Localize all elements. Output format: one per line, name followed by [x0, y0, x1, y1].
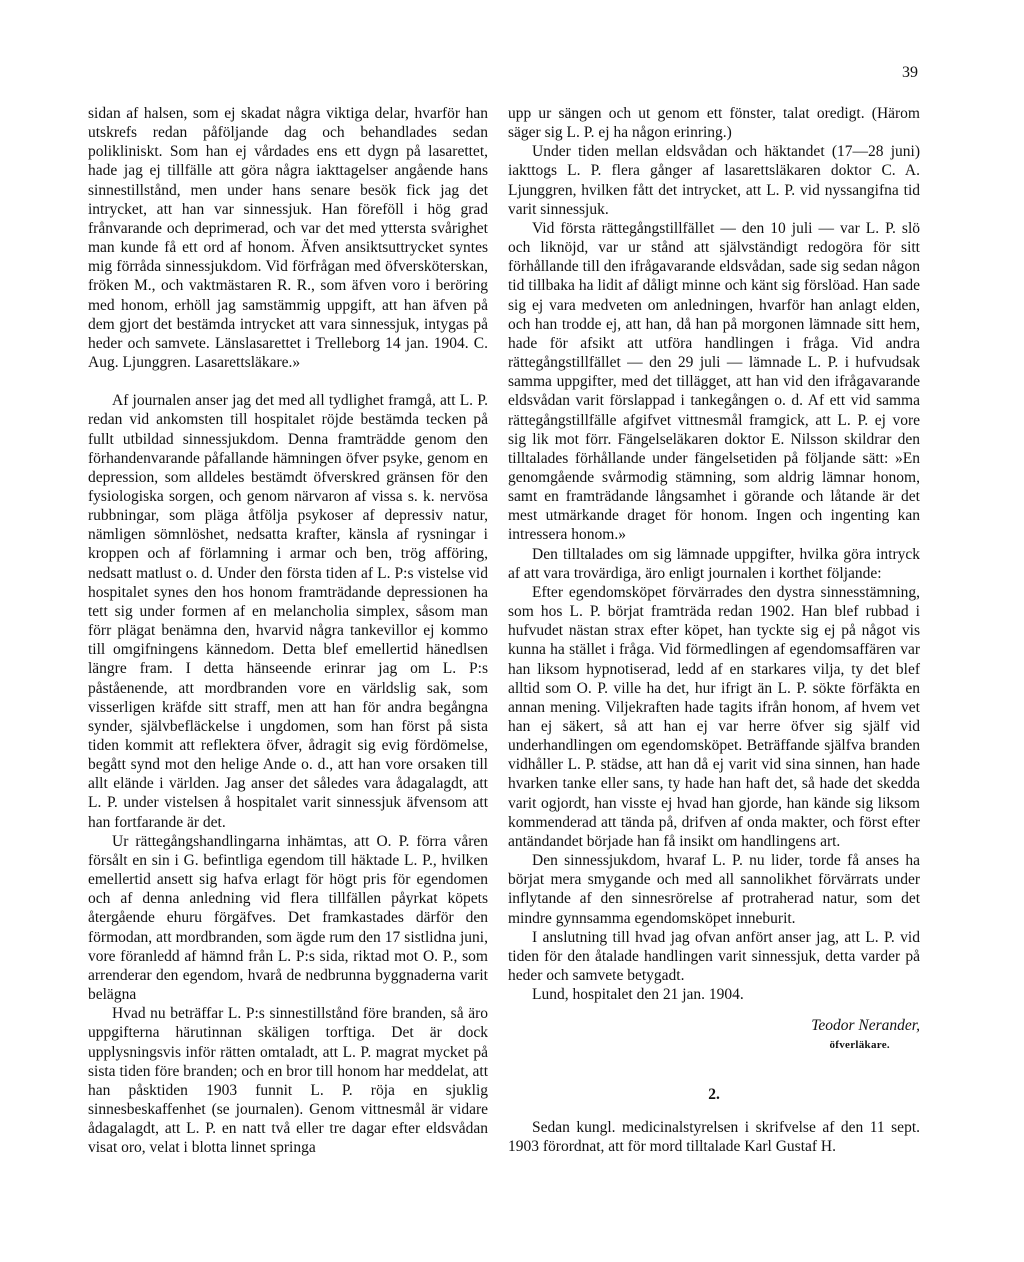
- page-number: 39: [902, 64, 918, 81]
- place-date-line: Lund, hospitalet den 21 jan. 1904.: [532, 986, 744, 1004]
- paragraph: Af journalen anser jag det med all tydlighet framgå, att L. P. redan vid ankomsten till hospitalet röjde bestämda tecken på fullt utbildad sinnessjukdom. Denna framträdde genom den förhandenvarande påfallande hämningen öfver psyke, genom en depression, som alldeles bestämdt öfverskred gränsen för den fysiologiska sorgen, och genom närvaron af vissa s. k. nervösa rubbningar, som pläga åtfölja psykoser af depressiv natur, nämligen sömnlöshet, nedsatta krafter, känsla af rysningar i kroppen och af förlamning i armar och ben, trög afföring, nedsatt matlust o. d. Under den första tiden af L. P:s vistelse vid hospitalet synes den hos honom framträdande depressionen ha tett sig under formen af en melancholia simplex, såsom man förr plägat benämna den, hvarvid några tankevillor ej kommo till omgifningens kännedom. Detta blef emellertid hänedlsen längre fram. I detta hänseende erinrar jag om L. P:s påståenende, att mordbranden vore en världslig sak, som visserligen kräfde sitt straff, men att han för andra begångna synder, självbefläckelse i ungdomen, som han först på sista tiden kommit att reflektera öfver, ådragit sig evig fördömelse, begått synd mot den helige Ande o. d., att han vore orsaken till allt elände i världen. Jag anser det således vara ådagalagdt, att L. P. under vistelsen å hospitalet varit sinnessjuk äfvensom att han fortfarande är det.: [88, 392, 488, 831]
- paragraph: Vid första rättegångstillfället — den 10 juli — var L. P. slö och liknöjd, var ur stånd att självständigt redogöra för sitt förhållande till den ifrågavarande eldsvådan, sade sig sedan någon tid tillbaka ha lidit af dåligt minne och känt sig förslöad. Han sade sig ej vara medveten om anledningen, hvarför han anlagt elden, och han trodde ej, att han, då han på morgonen lämnade sitt hem, hade för afsikt att utföra handlingen i fråga. Vid andra rättegångstillfället — den 29 juli — lämnade L. P. i hufvudsak samma uppgifter, med det tillägget, att han vid den ifrågavarande eldsvådan varit förslappad i tankegången o. d. Af ett vid samma rättegångstillfälle afgifvet vittnesmål framgick, att L. P. ej vore sig lik mot förr. Fängelseläkaren doktor E. Nilsson skildrar den tilltalades förhållande under fängelsetiden på följande sätt: »En genomgående svårmodig stämning, som aldrig lämnar honom, samt en framträdande långsamhet i görande och låtande är det mest utmärkande draget för honom. Ingen och ingenting kan intressera honom.»: [508, 219, 920, 544]
- paragraph: Ur rättegångshandlingarna inhämtas, att O. P. förra våren försålt en sin i G. befintliga egendom till häktade L. P., hvilken emellertid ansett sig hafva erlagt för högt pris för egendomen och af denna anledning vid flera tillfällen påyrkat köpets återgående ehuru förgäfves. Det framkastades därför den förmodan, att mordbranden, som ägde rum den 17 sistlidna juni, vore föranledd af hämnd från L. P:s sida, riktad mot O. P., som arrenderar den egendom, hvarå de nedbrunna byggnaderna varit belägna: [88, 832, 488, 1004]
- paragraph: upp ur sängen och ut genom ett fönster, talat oredigt. (Härom säger sig L. P. ej ha någon erinring.): [508, 105, 920, 142]
- paragraph: Den sinnessjukdom, hvaraf L. P. nu lider, torde få anses ha börjat mera smygande och med all sannolikhet förvärrats under inflytande af den sinnesrörelse af protraherad natur, som det mindre gynnsamma egendomsköpet inneburit.: [508, 852, 920, 927]
- section-number: 2.: [708, 1085, 720, 1103]
- right-column: [508, 104, 920, 1156]
- paragraph: I anslutning till hvad jag ofvan anfört anser jag, att L. P. vid tiden för den åtalade handlingen varit sinnessjuk, detta varder på heder och samvete betygadt.: [508, 928, 920, 985]
- paragraph: Hvad nu beträffar L. P:s sinnestillstånd före branden, så äro uppgifterna härutinnan skäligen torftiga. Det är dock upplysningsvis inför rätten omtaladt, att L. P. magrat mycket på sista tiden före branden; och en bror till honom har meddelat, att han påsktiden 1903 funnit L. P. röja en sjuklig sinnesbeskaffenhet (se journalen). Genom vittnesmål är vidare ådagalagdt, att L. P. en natt två eller tre dagar efter eldsvådan visat oro, velat i blotta linnet springa: [88, 1005, 488, 1157]
- left-column: [88, 104, 488, 1157]
- final-paragraph: Sedan kungl. medicinalstyrelsen i skrifvelse af den 11 sept. 1903 förordnat, att för mord tilltalade Karl Gustaf H.: [508, 1118, 920, 1155]
- paragraph: Efter egendomsköpet förvärrades den dystra sinnesstämning, som hos L. P. börjat framträda redan 1902. Han blef rubbad i hufvudet nästan strax efter köpet, han tyckte sig ej på något vis kunna ha stället i fråga. Vid förmedlingen af egendomsaffären var han liksom hypnotiserad, ledd af en starkares vilja, ty det blef alltid som O. P. ville ha det, hur ifrigt än L. P. sökte förfäkta en annan mening. Viljekraften hade tagits ifrån honom, af hvem vet han ej säkert, så att han ej var herre öfver sig själf vid underhandlingen om egendomsköpet. Beträffande själfva branden vidhåller L. P. städse, att han då ej varit vid sina sinnen, han hade hvarken tanke eller sans, ty hade han haft det, så hade det skedda varit ogjordt, han visste ej hvad han gjorde, han kände sig liksom kommenderad att tända på, drifven af onda makter, och först efter antändandet började han få insikt om handlingens art.: [508, 583, 920, 850]
- signature-name: Teodor Nerander,: [811, 1017, 920, 1035]
- paragraph: Under tiden mellan eldsvådan och häktandet (17—28 juni) iakttogs L. P. flera gånger af lasarettsläkaren doktor C. A. Ljunggren, hvilken fått det intrycket, att L. P. vid nyssangifna tid varit sinnessjuk.: [508, 143, 920, 218]
- signature-title: öfverläkare.: [829, 1038, 890, 1051]
- paragraph: sidan af halsen, som ej skadat några viktiga delar, hvarför han utskrefs redan påföljande dag och behandlades sedan polikliniskt. Som han ej vårdades ens ett dygn på lasarettet, hade jag ej tillfälle att göra några iakttagelser angående hans sinnestillstånd, men under hans senare besök fick jag det intrycket, att han var sinnessjuk. Han föreföll i hög grad frånvarande och deprimerad, och var det med yttersta svårighet man kunde få ett ord af honom. Äfven ansiktsuttrycket syntes mig förråda sinnessjukdom. Vid förfrågan med öfversköterskan, fröken M., och vaktmästaren R. R., som äfven voro i beröring med honom, erhöll jag samstämmig uppgift, att han äfven på dem gjort det bestämda intrycket att vara sinnessjuk, intygas på heder och samvete. Länslasarettet i Trelleborg 14 jan. 1904. C. Aug. Ljunggren. Lasarettsläkare.»: [88, 105, 488, 372]
- paragraph: Den tilltalades om sig lämnade uppgifter, hvilka göra intryck af att vara trovärdiga, äro enligt journalen i korthet följande:: [508, 545, 920, 582]
